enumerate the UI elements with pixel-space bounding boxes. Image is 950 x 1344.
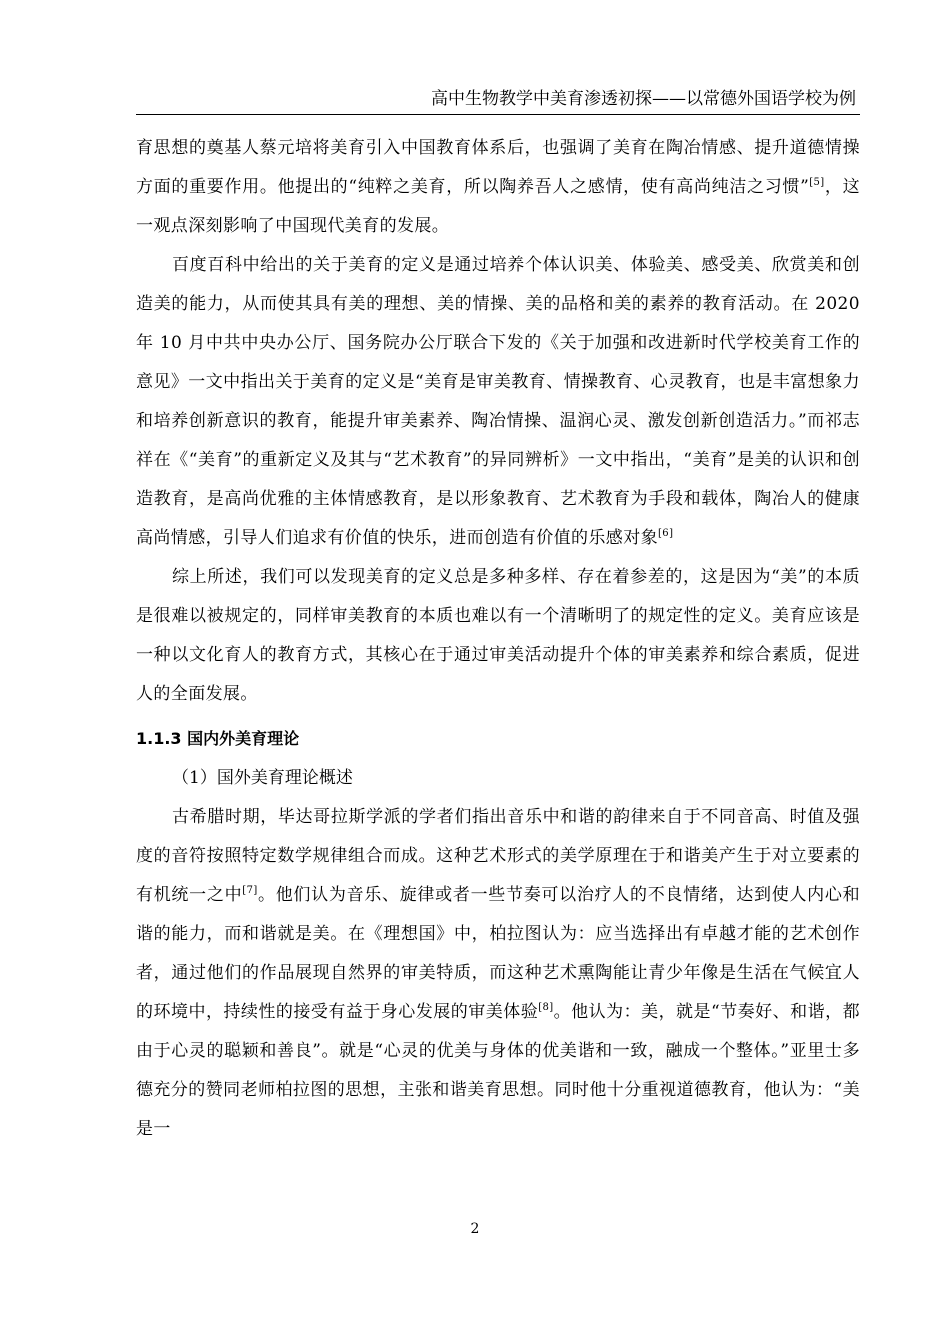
body-paragraph — [136, 246, 860, 558]
citation-marker: [6] — [658, 528, 674, 539]
section-title: 国内外美育理论 — [187, 729, 300, 748]
paragraph-text: 古希腊时期，毕达哥拉斯学派的学者们指出音乐中和谐的韵律来自于不同音高、时值及强度的音符按照特定数学规律组合而成。这种艺术形式的美学原理在于和谐美产生于对立要素的有机统一之中 — [136, 807, 860, 905]
citation-marker: [5] — [809, 177, 825, 188]
subheading: （1）国外美育理论概述 — [172, 768, 353, 788]
section-heading — [136, 725, 860, 753]
paragraph-text: 。他认为：美，就是“节奏好、和谐，都由于心灵的聪颖和善良”。就是“心灵的优美与身体的优美谐和一致，融成一个整体。”亚里士多德充分的赞同老师柏拉图的思想，主张和谐美育思想。同时他十分重视道德教育，他认为：“美是一 — [136, 1002, 861, 1139]
page-number: 2 — [470, 1221, 480, 1237]
page-body — [136, 129, 860, 1149]
citation-marker: [8] — [538, 1002, 554, 1013]
paragraph-text: 。他们认为音乐、旋律或者一些节奏可以治疗人的不良情绪，达到使人内心和谐的能力，而和谐就是美。在《理想国》中，柏拉图认为：应当选择出有卓越才能的艺术创作者，通过他们的作品展现自然界的审美特质，而这种艺术熏陶能让青少年像是生活在气候宜人的环境中，持续性的接受有益于身心发展的审美体验 — [136, 885, 860, 1022]
paragraph-group-theory — [136, 798, 860, 1149]
citation-marker: [7] — [242, 885, 258, 896]
paragraph-group-intro — [136, 129, 860, 714]
header-divider — [136, 114, 860, 115]
running-header — [136, 88, 860, 110]
paragraph-text: 百度百科中给出的关于美育的定义是通过培养个体认识美、体验美、感受美、欣赏美和创造美的能力，从而使其具有美的理想、美的情操、美的品格和美的素养的教育活动。在 2020 年 10 月中共中央办公厅、国务院办公厅联合下发的《关于加强和改进新时代学校美育工作的意见》一文中指出关于美育的定义是“美育是审美教育、情操教育、心灵教育，也是丰富想象力和培养创新意识的教育，能提升审美素养、陶冶情操、温润心灵、激发创新创造活力。”而祁志祥在《“美育”的重新定义及其与“艺术教育”的异同辨析》一文中指出，“美育”是美的认识和创造教育，是高尚优雅的主体情感教育，是以形象教育、艺术教育为手段和载体，陶冶人的健康高尚情感，引导人们追求有价值的快乐，进而创造有价值的乐感对象 — [136, 255, 860, 548]
running-header-title: 高中生物教学中美育渗透初探——以常德外国语学校为例 — [431, 89, 856, 109]
body-paragraph — [136, 558, 860, 714]
body-paragraph — [136, 798, 860, 1149]
body-paragraph — [136, 129, 860, 246]
section-number: 1.1.3 — [136, 729, 182, 748]
paragraph-text: 综上所述，我们可以发现美育的定义总是多种多样、存在着参差的，这是因为“美”的本质是很难以被规定的，同样审美教育的本质也难以有一个清晰明了的规定性的定义。美育应该是一种以文化育人的教育方式，其核心在于通过审美活动提升个体的审美素养和综合素质，促进人的全面发展。 — [136, 567, 860, 704]
paragraph-text: 育思想的奠基人蔡元培将美育引入中国教育体系后，也强调了美育在陶冶情感、提升道德情操方面的重要作用。他提出的“纯粹之美育，所以陶养吾人之感情，使有高尚纯洁之习惯” — [136, 138, 860, 197]
paragraph-text: ，这一观点深刻影响了中国现代美育的发展。 — [136, 177, 860, 236]
